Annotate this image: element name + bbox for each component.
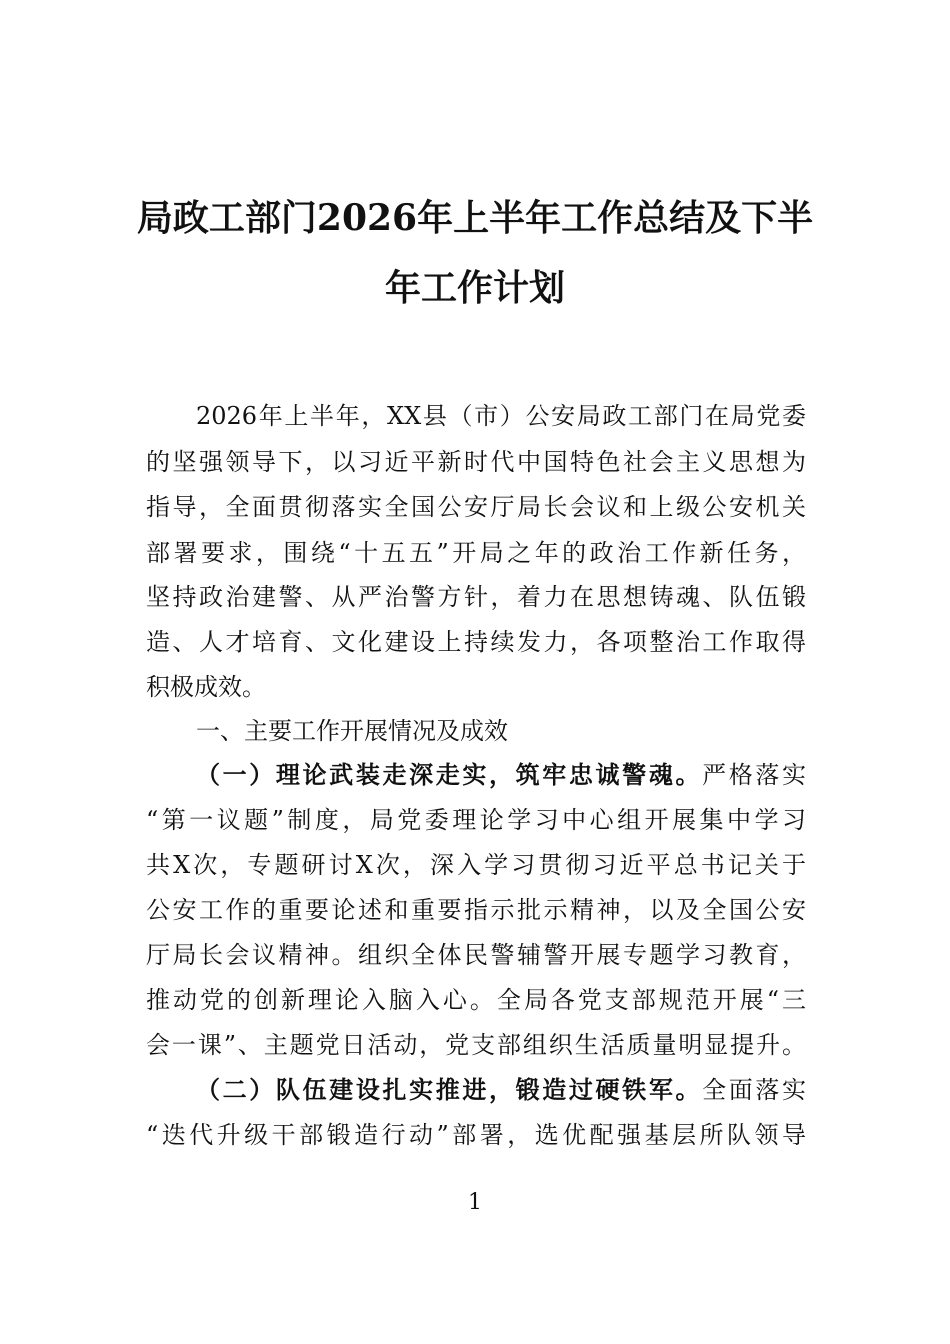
item-1-line: 会一课”、主题党日活动，党支部组织生活质量明显提升。 <box>146 1031 806 1059</box>
intro-line: 指导，全面贯彻落实全国公安厅局长会议和上级公安机关 <box>146 493 806 521</box>
intro-line: 造、人才培育、文化建设上持续发力，各项整治工作取得 <box>146 628 806 656</box>
item-1-line: 推动党的创新理论入脑入心。全局各党支部规范开展“三 <box>146 986 806 1014</box>
document-title-line-2: 年工作计划 <box>384 267 565 309</box>
intro-line: 的坚强领导下，以习近平新时代中国特色社会主义思想为 <box>146 448 806 476</box>
intro-line: 部署要求，围绕“十五五”开局之年的政治工作新任务， <box>146 539 806 567</box>
item-2-lead: （二）队伍建设扎实推进，锻造过硬铁军。 <box>196 1075 703 1104</box>
item-1-lead-rest: 严格落实 <box>702 761 807 789</box>
item-1-lead-line <box>196 760 806 790</box>
section-heading: 一、主要工作开展情况及成效 <box>196 717 508 745</box>
item-1-line: 厅局长会议精神。组织全体民警辅警开展专题学习教育， <box>146 941 806 969</box>
intro-line: 坚持政治建警、从严治警方针，着力在思想铸魂、队伍锻 <box>146 583 806 611</box>
item-1-lead: （一）理论武装走深走实，筑牢忠诚警魂。 <box>196 760 703 789</box>
item-1-line: 共X次，专题研讨X次，深入学习贯彻习近平总书记关于 <box>146 851 806 879</box>
document-title-line-1: 局政工部门2026年上半年工作总结及下半 <box>136 197 814 239</box>
page-number: 1 <box>468 1190 482 1215</box>
item-1-line: 公安工作的重要论述和重要指示批示精神，以及全国公安 <box>146 896 806 924</box>
intro-line: 2026年上半年，XX县（市）公安局政工部门在局党委 <box>196 402 806 430</box>
item-2-lead-rest: 全面落实 <box>702 1076 807 1104</box>
item-2-lead-line <box>196 1075 806 1105</box>
intro-line: 积极成效。 <box>146 673 266 701</box>
item-1-line: “第一议题”制度，局党委理论学习中心组开展集中学习 <box>146 806 806 834</box>
item-2-line: “迭代升级干部锻造行动”部署，选优配强基层所队领导 <box>146 1121 806 1149</box>
